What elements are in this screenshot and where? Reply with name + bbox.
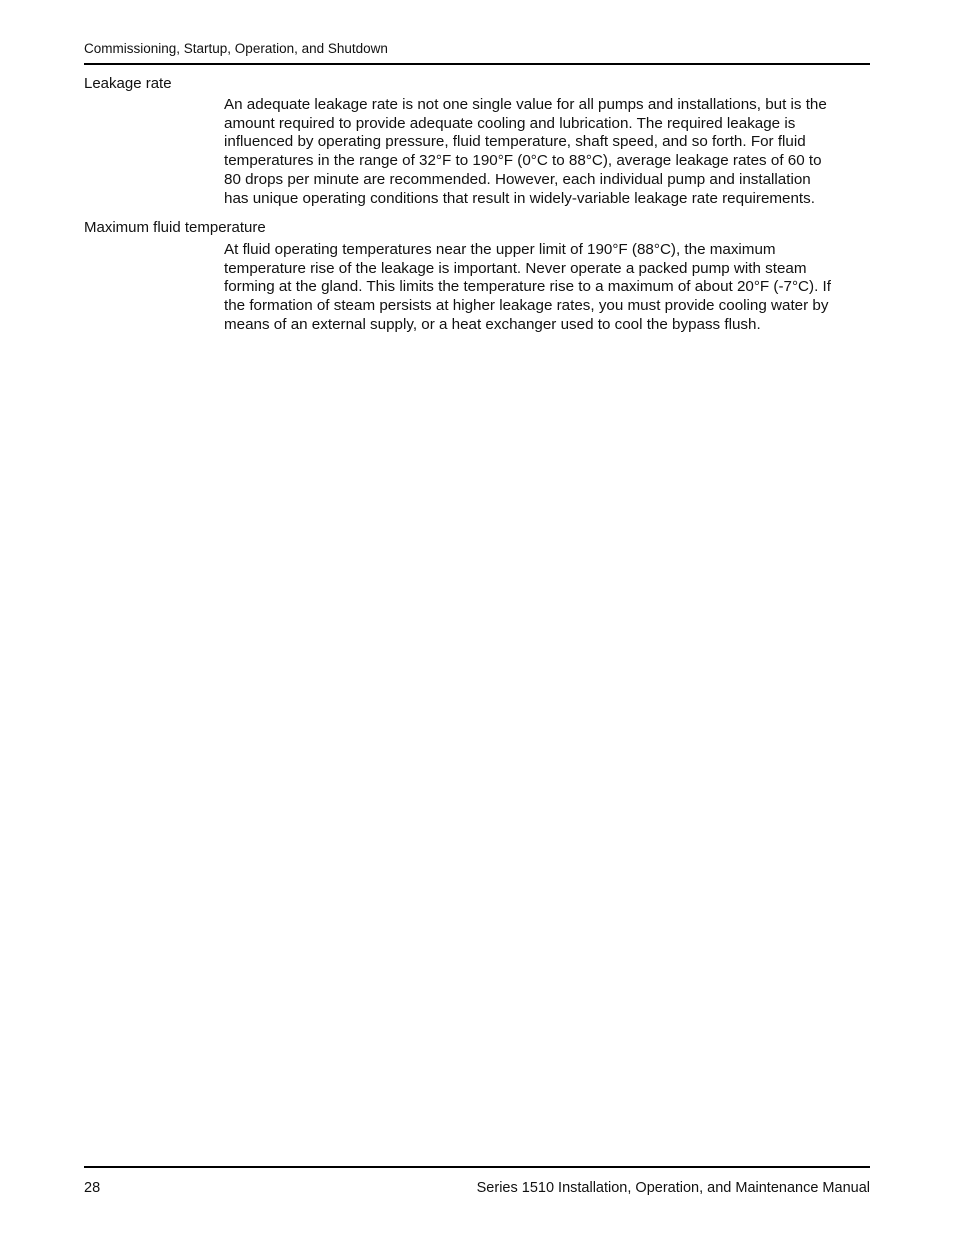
footer-rule [84,1166,870,1168]
body-line: means of an external supply, or a heat exchanger used to cool the bypass flush. [224,315,761,333]
section-heading-leakage-rate: Leakage rate [84,75,172,92]
body-line: forming at the gland. This limits the temperature rise to a maximum of about 20°F (-7°C). If [224,278,831,296]
body-line: the formation of steam persists at higher leakage rates, you must provide cooling water by [224,297,829,315]
page-number: 28 [84,1180,101,1196]
body-line: temperatures in the range of 32°F to 190°F (0°C to 88°C), average leakage rates of 60 to [224,152,822,170]
body-line: has unique operating conditions that result in widely-variable leakage rate requirements. [224,189,815,207]
section-body-maximum-fluid-temperature [224,241,870,335]
footer-document-title: Series 1510 Installation, Operation, and Maintenance Manual [476,1180,870,1196]
section-heading-maximum-fluid-temperature: Maximum fluid temperature [84,219,266,236]
body-line: An adequate leakage rate is not one single value for all pumps and installations, but is the [224,96,827,113]
body-line: temperature rise of the leakage is important. Never operate a packed pump with steam [224,259,807,277]
body-line: influenced by operating pressure, fluid temperature, shaft speed, and so forth. For fluid [224,133,806,151]
header-rule [84,63,870,65]
running-header: Commissioning, Startup, Operation, and Shutdown [84,41,388,56]
body-line: amount required to provide adequate cooling and lubrication. The required leakage is [224,114,796,132]
body-line: At fluid operating temperatures near the upper limit of 190°F (88°C), the maximum [224,241,776,258]
body-line: 80 drops per minute are recommended. However, each individual pump and installation [224,170,811,188]
section-body-leakage-rate [224,96,870,208]
